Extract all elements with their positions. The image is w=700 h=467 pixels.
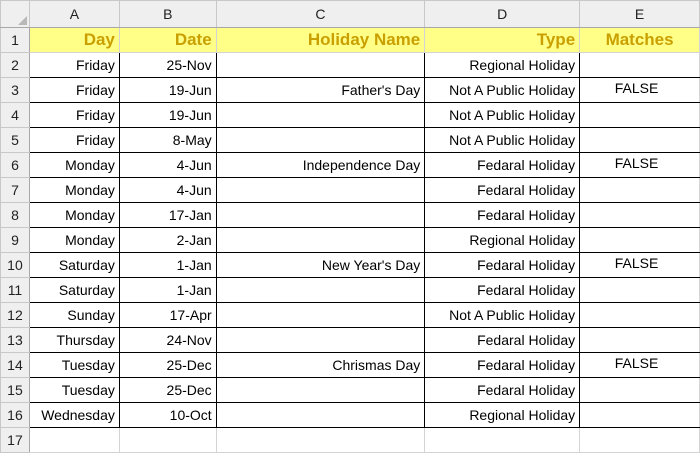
cell-matches[interactable]: [580, 278, 700, 303]
row-header[interactable]: 17: [1, 428, 30, 453]
cell-holiday-name[interactable]: [216, 328, 425, 353]
cell-type[interactable]: Fedaral Holiday: [425, 378, 580, 403]
table-row: [1, 278, 700, 303]
row-header[interactable]: 4: [1, 103, 30, 128]
cell-type[interactable]: Fedaral Holiday: [425, 203, 580, 228]
cell-date[interactable]: 1-Jan: [119, 278, 216, 303]
cell-type[interactable]: Fedaral Holiday: [425, 353, 580, 378]
cell-holiday-name[interactable]: [216, 103, 425, 128]
cell-matches[interactable]: [580, 378, 700, 403]
column-header-row: [1, 1, 700, 28]
cell-holiday-name[interactable]: Father's Day: [216, 78, 425, 103]
header-cell-type[interactable]: Type: [425, 28, 580, 53]
row-header[interactable]: 9: [1, 228, 30, 253]
cell-day[interactable]: Sunday: [29, 303, 119, 328]
empty-cell[interactable]: [216, 428, 425, 453]
cell-day[interactable]: Monday: [29, 178, 119, 203]
cell-date[interactable]: 8-May: [119, 128, 216, 153]
row-header[interactable]: 7: [1, 178, 30, 203]
cell-date[interactable]: 25-Dec: [119, 353, 216, 378]
table-row: [1, 53, 700, 78]
table-row: [1, 153, 700, 178]
cell-matches[interactable]: [580, 53, 700, 78]
header-cell-holiday-name[interactable]: Holiday Name: [216, 28, 425, 53]
cell-date[interactable]: 24-Nov: [119, 328, 216, 353]
cell-holiday-name[interactable]: [216, 403, 425, 428]
table-row: [1, 253, 700, 278]
table-row: [1, 378, 700, 403]
cell-date[interactable]: 4-Jun: [119, 153, 216, 178]
row-header[interactable]: 2: [1, 53, 30, 78]
cell-type[interactable]: Regional Holiday: [425, 228, 580, 253]
cell-date[interactable]: 19-Jun: [119, 103, 216, 128]
cell-holiday-name[interactable]: New Year's Day: [216, 253, 425, 278]
column-header-c[interactable]: C: [216, 1, 425, 28]
column-header-e[interactable]: E: [580, 1, 700, 28]
table-row: [1, 103, 700, 128]
empty-cell[interactable]: [29, 428, 119, 453]
cell-type[interactable]: Not A Public Holiday: [425, 128, 580, 153]
cell-type[interactable]: Not A Public Holiday: [425, 78, 580, 103]
cell-day[interactable]: Tuesday: [29, 353, 119, 378]
cell-holiday-name[interactable]: [216, 303, 425, 328]
cell-holiday-name[interactable]: [216, 378, 425, 403]
cell-matches[interactable]: [580, 103, 700, 128]
cell-date[interactable]: 17-Apr: [119, 303, 216, 328]
row-header[interactable]: 6: [1, 153, 30, 178]
cell-type[interactable]: Fedaral Holiday: [425, 178, 580, 203]
cell-type[interactable]: Not A Public Holiday: [425, 103, 580, 128]
table-row: [1, 303, 700, 328]
cell-holiday-name[interactable]: [216, 228, 425, 253]
cell-matches[interactable]: [580, 203, 700, 228]
cell-date[interactable]: 1-Jan: [119, 253, 216, 278]
cell-matches[interactable]: FALSE: [580, 153, 700, 178]
cell-type[interactable]: Regional Holiday: [425, 403, 580, 428]
row-header[interactable]: 10: [1, 253, 30, 278]
cell-matches[interactable]: FALSE: [580, 353, 700, 378]
cell-date[interactable]: 4-Jun: [119, 178, 216, 203]
column-header-b[interactable]: B: [119, 1, 216, 28]
header-cell-matches[interactable]: Matches: [580, 28, 700, 53]
table-row: [1, 353, 700, 378]
cell-day[interactable]: Friday: [29, 53, 119, 78]
table-row: [1, 128, 700, 153]
column-header-a[interactable]: A: [29, 1, 119, 28]
cell-day[interactable]: Friday: [29, 103, 119, 128]
cell-date[interactable]: 25-Nov: [119, 53, 216, 78]
table-header-row: [1, 28, 700, 53]
cell-holiday-name[interactable]: [216, 178, 425, 203]
cell-day[interactable]: Saturday: [29, 278, 119, 303]
cell-day[interactable]: Monday: [29, 203, 119, 228]
header-cell-day[interactable]: Day: [29, 28, 119, 53]
cell-type[interactable]: Fedaral Holiday: [425, 328, 580, 353]
row-header[interactable]: 13: [1, 328, 30, 353]
row-header[interactable]: 12: [1, 303, 30, 328]
cell-matches[interactable]: [580, 328, 700, 353]
cell-date[interactable]: 2-Jan: [119, 228, 216, 253]
cell-holiday-name[interactable]: [216, 203, 425, 228]
cell-day[interactable]: Tuesday: [29, 378, 119, 403]
cell-day[interactable]: Monday: [29, 228, 119, 253]
cell-matches[interactable]: [580, 303, 700, 328]
row-header[interactable]: 3: [1, 78, 30, 103]
cell-date[interactable]: 10-Oct: [119, 403, 216, 428]
cell-day[interactable]: Monday: [29, 153, 119, 178]
row-header[interactable]: 8: [1, 203, 30, 228]
cell-day[interactable]: Saturday: [29, 253, 119, 278]
select-all-triangle-icon: [18, 16, 27, 25]
cell-holiday-name[interactable]: [216, 278, 425, 303]
table-row: [1, 403, 700, 428]
cell-holiday-name[interactable]: [216, 53, 425, 78]
cell-day[interactable]: Friday: [29, 78, 119, 103]
cell-matches[interactable]: FALSE: [580, 78, 700, 103]
table-row: [1, 328, 700, 353]
table-row: [1, 203, 700, 228]
cell-holiday-name[interactable]: [216, 128, 425, 153]
row-header[interactable]: 14: [1, 353, 30, 378]
row-header[interactable]: 11: [1, 278, 30, 303]
table-row: [1, 228, 700, 253]
row-header[interactable]: 16: [1, 403, 30, 428]
cell-type[interactable]: Regional Holiday: [425, 53, 580, 78]
cell-holiday-name[interactable]: Independence Day: [216, 153, 425, 178]
cell-day[interactable]: Wednesday: [29, 403, 119, 428]
cell-type[interactable]: Fedaral Holiday: [425, 153, 580, 178]
cell-date[interactable]: 25-Dec: [119, 378, 216, 403]
table-row: [1, 78, 700, 103]
cell-matches[interactable]: [580, 403, 700, 428]
cell-date[interactable]: 17-Jan: [119, 203, 216, 228]
table-row-empty: [1, 428, 700, 453]
empty-cell[interactable]: [119, 428, 216, 453]
row-header[interactable]: 1: [1, 28, 30, 53]
cell-matches[interactable]: FALSE: [580, 253, 700, 278]
cell-matches[interactable]: [580, 228, 700, 253]
empty-cell[interactable]: [580, 428, 700, 453]
header-cell-date[interactable]: Date: [119, 28, 216, 53]
cell-holiday-name[interactable]: Chrismas Day: [216, 353, 425, 378]
cell-type[interactable]: Fedaral Holiday: [425, 253, 580, 278]
cell-day[interactable]: Friday: [29, 128, 119, 153]
cell-matches[interactable]: [580, 128, 700, 153]
row-header[interactable]: 15: [1, 378, 30, 403]
cell-type[interactable]: Fedaral Holiday: [425, 278, 580, 303]
empty-cell[interactable]: [425, 428, 580, 453]
table-row: [1, 178, 700, 203]
cell-matches[interactable]: [580, 178, 700, 203]
select-all-corner[interactable]: [1, 1, 30, 28]
cell-date[interactable]: 19-Jun: [119, 78, 216, 103]
cell-day[interactable]: Thursday: [29, 328, 119, 353]
column-header-d[interactable]: D: [425, 1, 580, 28]
cell-type[interactable]: Not A Public Holiday: [425, 303, 580, 328]
row-header[interactable]: 5: [1, 128, 30, 153]
